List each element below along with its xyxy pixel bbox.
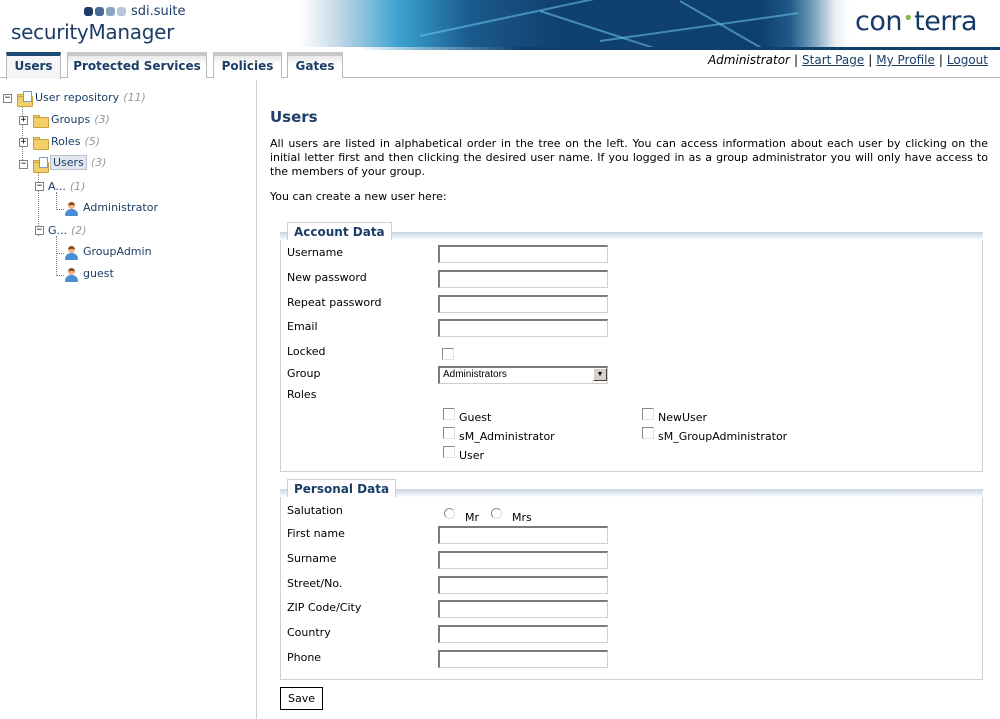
personal-data-section xyxy=(280,482,983,680)
repeat-password-label: Repeat password xyxy=(287,296,382,309)
role-checkbox-newuser[interactable] xyxy=(642,408,654,420)
first-name-label: First name xyxy=(287,527,345,540)
role-label-newuser: NewUser xyxy=(658,411,708,424)
repeat-password-input[interactable] xyxy=(438,295,608,313)
role-label-sm-administrator: sM_Administrator xyxy=(459,430,555,443)
phone-label: Phone xyxy=(287,651,322,664)
node-label: User repository xyxy=(35,91,120,104)
tree-node-user-repository[interactable] xyxy=(35,91,146,105)
tree-node-user-administrator[interactable]: Administrator xyxy=(83,201,158,214)
header-decoration xyxy=(680,0,785,50)
logout-link[interactable]: Logout xyxy=(946,53,988,67)
salutation-label: Salutation xyxy=(287,504,343,517)
header-decoration xyxy=(420,0,675,37)
tree-node-roles[interactable] xyxy=(51,135,100,149)
user-icon xyxy=(64,202,78,216)
tree-connector xyxy=(56,275,64,276)
company-logo-right: terra xyxy=(914,6,978,37)
surname-label: Surname xyxy=(287,552,337,565)
collapse-icon[interactable]: − xyxy=(20,159,27,169)
separator: | xyxy=(868,53,873,67)
street-input[interactable] xyxy=(438,576,608,594)
group-select-value: Administrators xyxy=(443,369,507,380)
node-count: (3) xyxy=(94,113,110,126)
header-decoration xyxy=(540,10,750,50)
locked-label: Locked xyxy=(287,345,326,358)
section-legend: Personal Data xyxy=(287,479,396,497)
separator: | xyxy=(938,53,943,67)
group-label: Group xyxy=(287,367,321,380)
group-select[interactable] xyxy=(438,366,608,384)
dropdown-arrow-icon[interactable]: ▼ xyxy=(593,368,607,381)
zip-city-label: ZIP Code/City xyxy=(287,601,362,614)
user-links xyxy=(708,53,988,67)
intro-text: All users are listed in alphabetical order in the tree on the left. You can access information about each user by clicking on the initial letter first and then clicking the desired user name. If you logged in as a group administrator you will only have access to the members of your group. xyxy=(270,137,988,178)
logo-dot xyxy=(84,7,93,16)
tree-node-user-groupadmin[interactable]: GroupAdmin xyxy=(83,245,152,258)
node-label: Groups xyxy=(51,113,91,126)
node-label-selected: Users xyxy=(50,155,87,170)
section-legend: Account Data xyxy=(287,222,392,240)
tree-connector xyxy=(56,236,57,276)
logo-dot xyxy=(95,7,104,16)
node-label: Roles xyxy=(51,135,81,148)
collapse-icon[interactable]: − xyxy=(4,93,11,103)
save-button[interactable]: Save xyxy=(280,687,323,710)
role-label-user: User xyxy=(459,449,485,462)
node-label: A... xyxy=(48,180,66,193)
start-page-link[interactable]: Start Page xyxy=(802,53,865,67)
suite-name: sdi.suite xyxy=(131,4,186,19)
header-decoration xyxy=(600,12,798,42)
username-input[interactable] xyxy=(438,245,608,263)
salutation-radio-mrs[interactable] xyxy=(491,508,502,519)
roles-label: Roles xyxy=(287,388,317,401)
user-icon xyxy=(64,268,78,282)
user-icon xyxy=(64,246,78,260)
expand-icon[interactable]: + xyxy=(20,137,27,147)
street-label: Street/No. xyxy=(287,577,343,590)
tree-node-groups[interactable] xyxy=(51,113,110,127)
tree-node-letter-a[interactable] xyxy=(48,180,85,194)
tab-policies[interactable]: Policies xyxy=(213,52,282,78)
new-password-label: New password xyxy=(287,271,367,284)
product-name: securityManager xyxy=(11,20,175,44)
node-count: (2) xyxy=(71,224,87,237)
first-name-input[interactable] xyxy=(438,526,608,544)
create-hint: You can create a new user here: xyxy=(270,190,447,203)
country-input[interactable] xyxy=(438,625,608,643)
tree-node-users[interactable] xyxy=(50,156,106,170)
email-input[interactable] xyxy=(438,319,608,337)
salutation-label-mr: Mr xyxy=(465,511,480,524)
phone-input[interactable] xyxy=(438,650,608,668)
salutation-radio-mr[interactable] xyxy=(444,508,455,519)
folder-document-icon xyxy=(17,94,33,107)
separator: | xyxy=(793,53,799,67)
company-logo-left: con xyxy=(855,6,902,37)
company-logo-dot: • xyxy=(902,8,914,29)
zip-city-input[interactable] xyxy=(438,600,608,618)
current-user: Administrator xyxy=(707,53,790,67)
folder-icon xyxy=(33,115,49,128)
company-logo xyxy=(855,6,977,37)
expand-icon[interactable]: + xyxy=(20,115,27,125)
node-count: (5) xyxy=(84,135,101,148)
salutation-label-mrs: Mrs xyxy=(512,511,532,524)
tree-connector xyxy=(56,209,64,210)
role-checkbox-user[interactable] xyxy=(443,446,455,458)
node-count: (11) xyxy=(123,91,146,104)
page-title: Users xyxy=(270,108,318,126)
tab-gates[interactable]: Gates xyxy=(287,52,343,78)
email-label: Email xyxy=(287,320,318,333)
role-label-guest: Guest xyxy=(459,411,492,424)
tree-connector xyxy=(56,253,64,254)
tree-connector xyxy=(22,104,23,166)
tab-protected-services[interactable]: Protected Services xyxy=(67,52,207,78)
role-checkbox-sm-groupadministrator[interactable] xyxy=(642,427,654,439)
user-tree-sidebar xyxy=(0,80,257,719)
logo-dot xyxy=(117,7,126,16)
role-checkbox-guest[interactable] xyxy=(443,408,455,420)
tree-node-user-guest[interactable]: guest xyxy=(83,267,114,280)
suite-logo-dots xyxy=(84,7,126,16)
collapse-icon[interactable]: − xyxy=(36,225,43,235)
node-count: (3) xyxy=(90,156,107,169)
role-label-sm-groupadministrator: sM_GroupAdministrator xyxy=(658,430,788,443)
node-count: (1) xyxy=(69,180,86,193)
tree-connector xyxy=(56,192,57,210)
my-profile-link[interactable]: My Profile xyxy=(876,53,935,67)
role-checkbox-sm-administrator[interactable] xyxy=(443,427,455,439)
collapse-icon[interactable]: − xyxy=(36,181,43,191)
folder-document-icon xyxy=(33,160,49,173)
surname-input[interactable] xyxy=(438,551,608,569)
app-header xyxy=(0,0,1000,50)
node-label: G... xyxy=(48,224,68,237)
locked-checkbox[interactable] xyxy=(442,348,454,360)
folder-icon xyxy=(33,137,49,150)
logo-dot xyxy=(106,7,115,16)
username-label: Username xyxy=(287,246,344,259)
new-password-input[interactable] xyxy=(438,270,608,288)
country-label: Country xyxy=(287,626,331,639)
tab-users[interactable]: Users xyxy=(6,52,61,79)
account-data-section xyxy=(280,225,983,472)
tree-node-letter-g[interactable] xyxy=(48,224,87,238)
